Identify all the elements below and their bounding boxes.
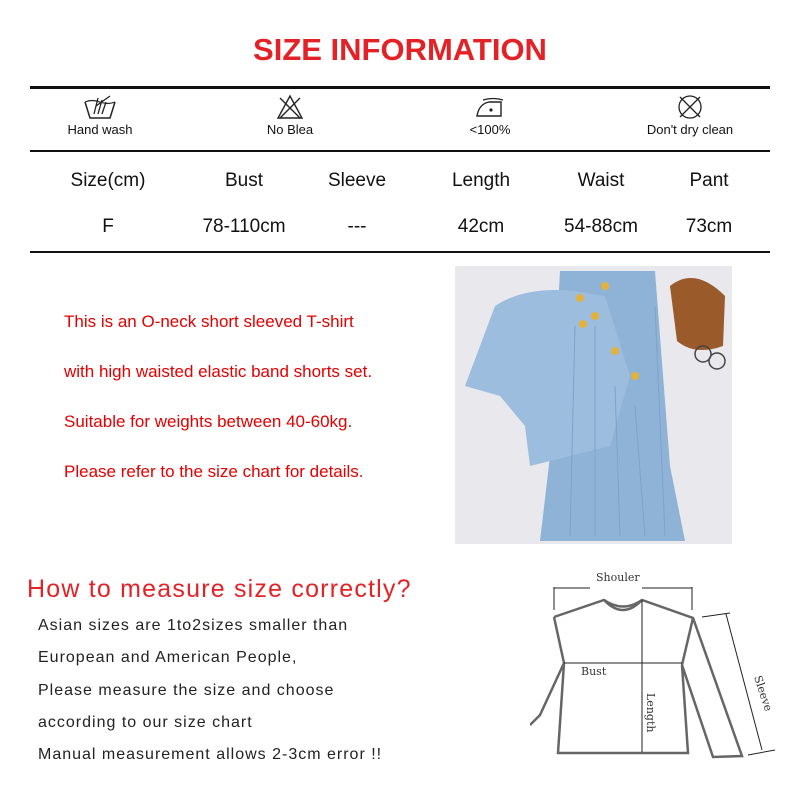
howto-line: Please measure the size and choose: [38, 682, 335, 699]
care-label: No Blea: [266, 122, 314, 137]
no-dry-clean-icon: [675, 94, 705, 120]
table-header: Size(cm): [70, 170, 146, 191]
no-bleach-icon: [275, 94, 305, 120]
howto-title: How to measure size correctly?: [27, 575, 412, 603]
care-label: Don't dry clean: [646, 122, 734, 137]
description-line: Suitable for weights between 40-60kg.: [64, 412, 353, 431]
howto-line: Manual measurement allows 2-3cm error !!: [38, 746, 383, 763]
description-line: This is an O-neck short sleeved T-shirt: [64, 312, 354, 331]
page-title: SIZE INFORMATION: [253, 32, 547, 67]
howto-line: Asian sizes are 1to2sizes smaller than: [38, 617, 349, 634]
care-hand-wash: [20, 94, 180, 137]
table-cell: F: [102, 216, 114, 237]
table-header: Length: [451, 170, 511, 191]
sweater-outline: [530, 600, 742, 757]
table-cell: 42cm: [457, 216, 505, 237]
measurement-diagram: [530, 565, 790, 765]
iron-icon: [473, 94, 507, 120]
table-cell: 78-110cm: [202, 216, 286, 237]
description-line: with high waisted elastic band shorts set.: [64, 362, 373, 381]
shoulder-label: Shouler: [596, 571, 640, 584]
care-label: Hand wash: [67, 122, 133, 137]
table-cell: 54-88cm: [564, 216, 638, 237]
care-no-bleach: [210, 94, 370, 137]
table-header: Pant: [689, 170, 729, 191]
divider: [30, 86, 770, 89]
bust-label: Bust: [581, 665, 607, 678]
divider: [30, 150, 770, 152]
howto-line: European and American People,: [38, 649, 298, 666]
care-iron: [410, 94, 570, 137]
howto-line: according to our size chart: [38, 714, 253, 731]
table-cell: 73cm: [685, 216, 733, 237]
description-line: Please refer to the size chart for details.: [64, 462, 364, 481]
divider: [30, 251, 770, 253]
length-label: Length: [644, 693, 657, 733]
care-label: <100%: [469, 122, 511, 137]
table-header: Waist: [577, 170, 625, 191]
table-header: Bust: [224, 170, 264, 191]
product-photo: [455, 266, 732, 544]
table-header: Sleeve: [327, 170, 387, 191]
table-cell: ---: [347, 216, 367, 237]
hand-wash-icon: [82, 94, 118, 120]
care-no-dry-clean: [610, 94, 770, 137]
sleeve-label: Sleeve: [751, 673, 775, 713]
